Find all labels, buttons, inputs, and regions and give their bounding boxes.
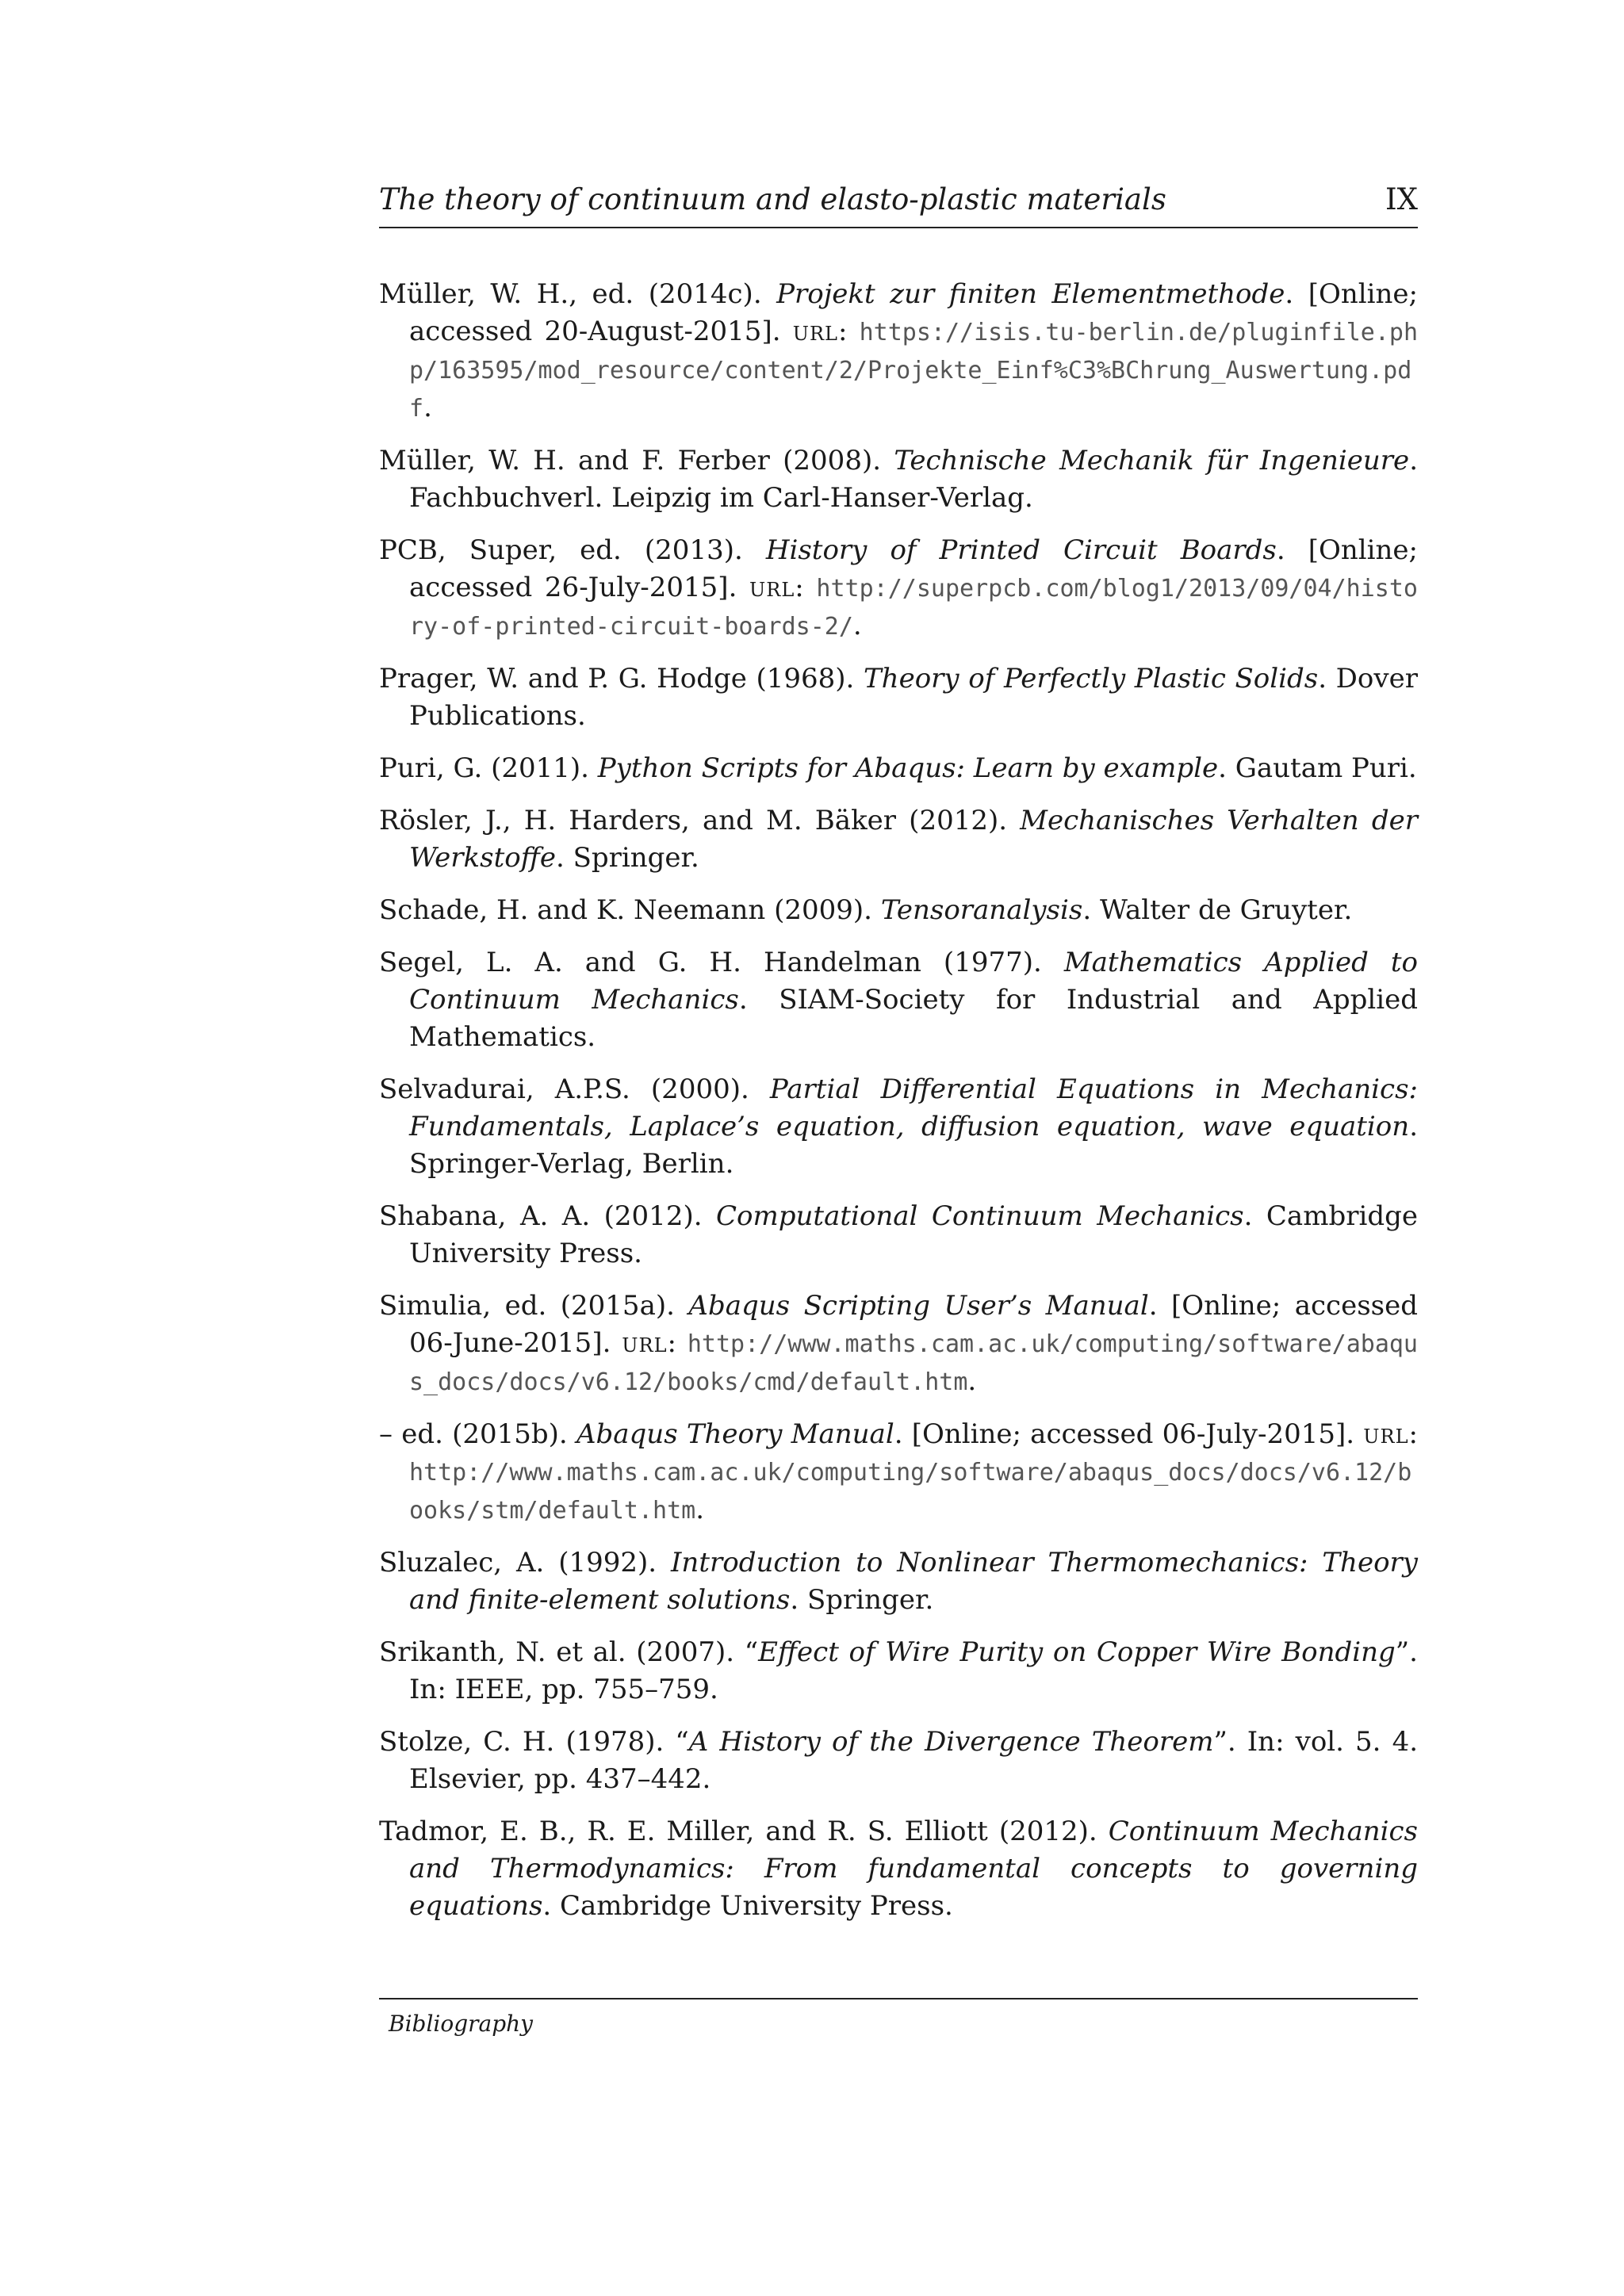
url-separator: : <box>837 316 860 347</box>
bib-title: History of Printed Circuit Boards <box>765 534 1277 566</box>
bib-title: Partial Differential Equations in Mechanics: Fundamentals, Laplace’s equation, diffusion equation, wave equation <box>409 1073 1419 1142</box>
bib-url[interactable]: https://isis.tu-berlin.de/pluginfile.php/163595/mod_resource/content/2/Projekte_Einf%C3%BChrung_Auswertung.pdf <box>409 319 1419 423</box>
bib-authors: – ed. (2015b). <box>379 1418 576 1450</box>
bib-details: . Gautam Puri. <box>1218 752 1417 784</box>
bib-authors: Stolze, C. H. (1978). “ <box>379 1726 689 1758</box>
url-label: url <box>792 316 838 347</box>
bib-authors: Sluzalec, A. (1992). <box>379 1547 671 1578</box>
bib-url[interactable]: http://superpcb.com/blog1/2013/09/04/history-of-printed-circuit-boards-2/ <box>409 575 1418 641</box>
bib-details: . Dover Publications. <box>409 663 1418 732</box>
bib-details: ”. In: IEEE, pp. 755–759. <box>409 1636 1418 1705</box>
bib-authors: Müller, W. H., ed. (2014c). <box>379 278 777 310</box>
bib-authors: PCB, Super, ed. (2013). <box>379 534 766 566</box>
bib-title: Python Scripts for Abaqus: Learn by example <box>597 752 1219 784</box>
bib-authors: Müller, W. H. and F. Ferber (2008). <box>379 445 894 476</box>
bib-details: . [Online; accessed 06-July-2015]. <box>894 1418 1364 1450</box>
bib-title: Abaqus Theory Manual <box>576 1418 894 1450</box>
bib-details: ”. In: vol. 5. 4. Elsevier, pp. 437–442. <box>409 1726 1419 1795</box>
bib-details: . [Online; accessed 26-July-2015]. <box>409 534 1418 603</box>
bib-details: . Springer. <box>790 1584 934 1616</box>
bib-title: Mechanisches Verhalten der Werkstoffe <box>409 805 1418 874</box>
bib-details: . [Online; accessed 06-June-2015]. <box>409 1290 1418 1359</box>
bib-entry <box>379 944 1418 1056</box>
bib-authors: Selvadurai, A.P.S. (2000). <box>379 1073 770 1105</box>
bib-url[interactable]: http://www.maths.cam.ac.uk/computing/software/abaqus_docs/docs/v6.12/books/cmd/default.htm <box>409 1330 1418 1396</box>
bibliography-list <box>379 276 1418 1940</box>
bib-entry <box>379 1544 1418 1619</box>
bib-entry <box>379 532 1418 645</box>
bib-authors: Tadmor, E. B., R. E. Miller, and R. S. Elliott (2012). <box>379 1816 1109 1847</box>
bib-entry <box>379 892 1418 929</box>
bib-entry <box>379 1071 1418 1183</box>
bib-title: A History of the Divergence Theorem <box>688 1726 1214 1758</box>
bib-title: Theory of Perfectly Plastic Solids <box>864 663 1319 695</box>
page-number: IX <box>1385 182 1418 216</box>
bib-details: . Springer. <box>555 842 699 874</box>
bib-title: Tensoranalysis <box>880 894 1083 926</box>
bib-details: . Springer-Verlag, Berlin. <box>409 1111 1418 1180</box>
bib-title: Mathematics Applied to Continuum Mechanics <box>409 947 1418 1016</box>
bib-entry <box>379 660 1418 735</box>
bib-title: Technische Mechanik für Ingenieure <box>894 445 1410 476</box>
running-header <box>379 179 1418 228</box>
running-footer <box>379 1998 1418 2037</box>
bib-entry <box>379 1724 1418 1798</box>
bib-authors: Srikanth, N. et al. (2007). “ <box>379 1636 759 1668</box>
bib-authors: Puri, G. (2011). <box>379 752 598 784</box>
url-label: url <box>749 572 795 603</box>
bib-title: Introduction to Nonlinear Thermomechanics: Theory and finite-element solutions <box>409 1547 1418 1616</box>
bib-url[interactable]: http://www.maths.cam.ac.uk/computing/software/abaqus_docs/docs/v6.12/books/stm/default.htm <box>409 1459 1412 1525</box>
bib-title: Computational Continuum Mechanics <box>716 1200 1244 1232</box>
bib-details: . Fachbuchverl. Leipzig im Carl-Hanser-Verlag. <box>409 445 1418 514</box>
bib-authors: Schade, H. and K. Neemann (2009). <box>379 894 881 926</box>
bib-entry <box>379 1198 1418 1272</box>
bib-details: . Cambridge University Press. <box>542 1890 953 1922</box>
bib-entry <box>379 276 1418 427</box>
bib-title: Effect of Wire Purity on Copper Wire Bonding <box>758 1636 1396 1668</box>
bib-authors: Simulia, ed. (2015a). <box>379 1290 689 1322</box>
running-title: The theory of continuum and elasto-plastic materials <box>379 182 1166 216</box>
bib-end: . <box>695 1494 705 1525</box>
bib-title: Abaqus Scripting User’s Manual <box>688 1290 1149 1322</box>
url-label: url <box>1363 1418 1409 1450</box>
bib-entry <box>379 1634 1418 1709</box>
url-separator: : <box>1408 1418 1418 1450</box>
bib-title: Continuum Mechanics and Thermodynamics: From fundamental concepts to governing equations <box>409 1816 1418 1922</box>
bib-entry <box>379 1416 1418 1529</box>
bib-details: . Cambridge University Press. <box>409 1200 1418 1269</box>
bib-entry <box>379 802 1418 877</box>
bib-end: . <box>852 610 862 641</box>
bib-entry <box>379 1813 1418 1925</box>
bib-authors: Segel, L. A. and G. H. Handelman (1977). <box>379 947 1064 978</box>
bib-entry <box>379 1288 1418 1401</box>
bib-authors: Shabana, A. A. (2012). <box>379 1200 717 1232</box>
bib-details: . SIAM-Society for Industrial and Applied Mathematics. <box>409 984 1418 1053</box>
url-separator: : <box>667 1327 688 1359</box>
bib-authors: Rösler, J., H. Harders, and M. Bäker (2012). <box>379 805 1021 836</box>
footer-section-label: Bibliography <box>389 2011 533 2037</box>
url-label: url <box>622 1327 668 1359</box>
bib-details: . [Online; accessed 20-August-2015]. <box>409 278 1418 347</box>
bib-details: . Walter de Gruyter. <box>1082 894 1353 926</box>
url-separator: : <box>795 572 817 603</box>
bib-authors: Prager, W. and P. G. Hodge (1968). <box>379 663 864 695</box>
bib-end: . <box>967 1365 977 1397</box>
bib-entry <box>379 750 1418 787</box>
bib-entry <box>379 442 1418 517</box>
bib-title: Projekt zur finiten Elementmethode <box>776 278 1285 310</box>
bib-end: . <box>423 392 432 423</box>
